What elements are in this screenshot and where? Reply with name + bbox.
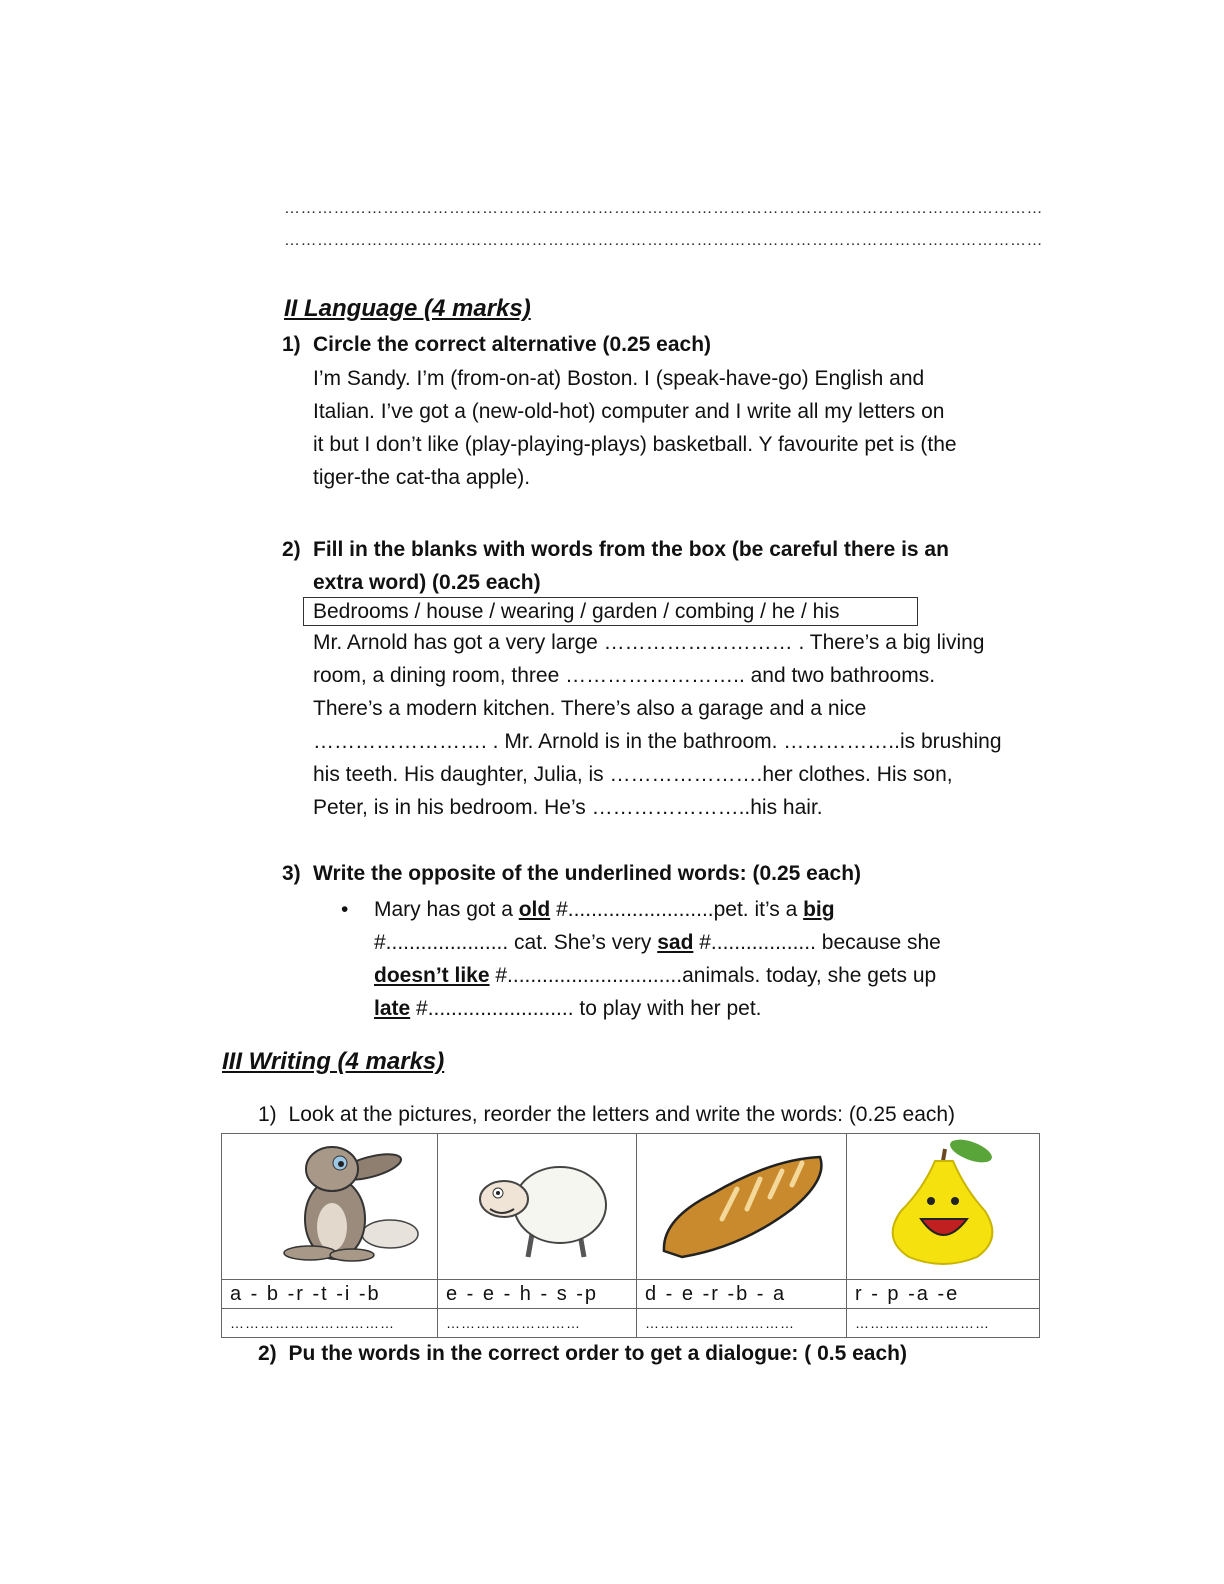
underlined-word: sad xyxy=(657,931,694,954)
answer-line-1: ………………………………………………………………………………………………………………………… xyxy=(284,200,1043,217)
q2-paragraph xyxy=(313,626,1002,824)
pear-picture xyxy=(847,1134,1040,1280)
w1-number: 1) xyxy=(258,1103,277,1126)
q2-line: There’s a modern kitchen. There’s also a garage and a nice xyxy=(313,697,867,720)
bread-icon xyxy=(652,1139,832,1269)
q2-number: 2) xyxy=(282,538,301,561)
bread-picture xyxy=(637,1134,847,1280)
q1-line: I’m Sandy. I’m (from-on-at) Boston. I (speak-have-go) English and xyxy=(313,367,925,390)
q2-line: ……………………. . Mr. Arnold is in the bathroom. ……………..is brushing xyxy=(313,730,1002,753)
w1-title xyxy=(258,1098,955,1131)
q1-paragraph xyxy=(313,362,957,494)
q3-text: #.................. because she xyxy=(693,931,941,954)
q3-line xyxy=(374,893,941,926)
w2-title xyxy=(258,1342,907,1366)
q1-title xyxy=(282,333,982,357)
picture-table xyxy=(221,1133,1040,1338)
underlined-word: doesn’t like xyxy=(374,964,490,987)
writing-heading: III Writing (4 marks) xyxy=(222,1048,445,1075)
q3-line xyxy=(374,959,941,992)
w2-number: 2) xyxy=(258,1342,277,1365)
q3-title xyxy=(282,862,982,886)
q3-line xyxy=(374,992,941,1025)
sheep-picture xyxy=(438,1134,637,1280)
answer-blank: ……………………… xyxy=(847,1309,1040,1338)
q1-line: tiger-the cat-tha apple). xyxy=(313,466,531,489)
q3-text: #..................... cat. She’s very xyxy=(374,931,658,954)
underlined-word: late xyxy=(374,997,411,1020)
w2-title-text: Pu the words in the correct order to get a dialogue: ( 0.5 each) xyxy=(288,1342,907,1365)
rabbit-picture xyxy=(222,1134,438,1280)
rabbit-icon xyxy=(240,1139,420,1269)
language-heading: II Language (4 marks) xyxy=(284,295,531,322)
q3-text: #.........................pet. it’s a xyxy=(550,898,804,921)
answer-line-2: ………………………………………………………………………………………………………………………… xyxy=(284,232,1043,249)
q3-text: #......................... to play with her pet. xyxy=(410,997,762,1020)
q2-title-line: extra word) (0.25 each) xyxy=(313,571,541,594)
bullet-icon: • xyxy=(341,898,349,921)
q3-line xyxy=(374,926,941,959)
scrambled-letters: e - e - h - s -p xyxy=(438,1280,637,1309)
q1-line: Italian. I’ve got a (new-old-hot) computer and I write all my letters on xyxy=(313,400,945,423)
q2-title xyxy=(282,533,982,599)
q2-title-line: Fill in the blanks with words from the box (be careful there is an xyxy=(313,538,949,561)
q2-line: Mr. Arnold has got a very large ……………………… . There’s a big living xyxy=(313,631,985,654)
scrambled-letters: a - b -r -t -i -b xyxy=(222,1280,438,1309)
q3-paragraph xyxy=(374,893,941,1025)
scrambled-letters: d - e -r -b - a xyxy=(637,1280,847,1309)
sheep-icon xyxy=(462,1139,612,1269)
q1-number: 1) xyxy=(282,333,301,356)
underlined-word: old xyxy=(518,898,551,921)
pear-icon xyxy=(873,1139,1013,1269)
w1-title-text: Look at the pictures, reorder the letters and write the words: (0.25 each) xyxy=(288,1103,956,1126)
q3-text: #..............................animals. today, she gets up xyxy=(489,964,937,987)
q1-line: it but I don’t like (play-playing-plays) basketball. Y favourite pet is (the xyxy=(313,433,957,456)
q1-title-text: Circle the correct alternative (0.25 each) xyxy=(313,333,712,356)
word-box: Bedrooms / house / wearing / garden / combing / he / his xyxy=(303,597,918,626)
q2-line: his teeth. His daughter, Julia, is ………………….her clothes. His son, xyxy=(313,763,953,786)
underlined-word: big xyxy=(803,898,835,921)
q2-line: room, a dining room, three …………………….. and two bathrooms. xyxy=(313,664,936,687)
q3-title-text: Write the opposite of the underlined words: (0.25 each) xyxy=(313,862,862,885)
q3-number: 3) xyxy=(282,862,301,885)
answer-blank: ………………………… xyxy=(637,1309,847,1338)
answer-blank: ……………………… xyxy=(438,1309,637,1338)
scrambled-letters: r - p -a -e xyxy=(847,1280,1040,1309)
q3-text: Mary has got a xyxy=(374,898,519,921)
answer-blank: …………………………… xyxy=(222,1309,438,1338)
q2-line: Peter, is in his bedroom. He’s …………………..his hair. xyxy=(313,796,823,819)
